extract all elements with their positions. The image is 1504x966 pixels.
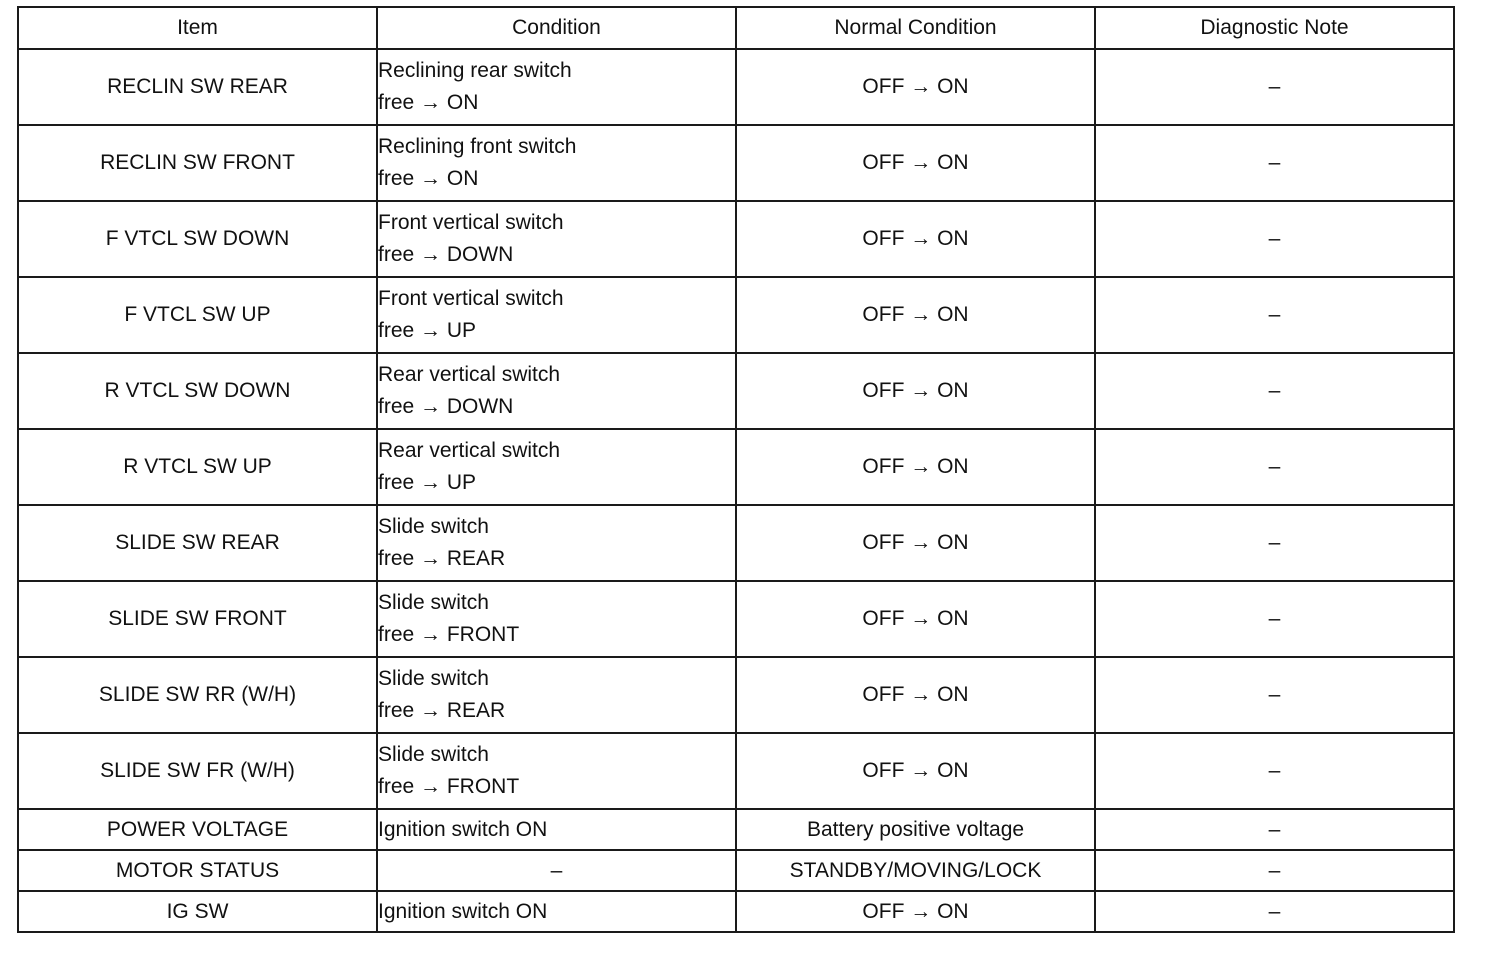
table-row [18, 581, 1454, 657]
condition-line: Reclining front switch [378, 135, 577, 158]
header-condition: Condition [377, 7, 736, 49]
condition-cell [377, 581, 736, 657]
diagnostic-note-cell: – [1095, 49, 1454, 125]
normal-condition-cell: OFF → ON [736, 277, 1095, 353]
condition-line: free → REAR [378, 699, 506, 722]
normal-condition-cell: OFF → ON [736, 353, 1095, 429]
normal-condition-cell: OFF → ON [736, 505, 1095, 581]
item-cell: SLIDE SW FRONT [18, 581, 377, 657]
diagnostic-note-cell: – [1095, 125, 1454, 201]
condition-cell: – [377, 850, 736, 891]
table-row [18, 657, 1454, 733]
item-cell: MOTOR STATUS [18, 850, 377, 891]
diagnostic-note-cell: – [1095, 850, 1454, 891]
table-row [18, 505, 1454, 581]
table-row [18, 125, 1454, 201]
condition-line: free → ON [378, 91, 479, 114]
table-row [18, 49, 1454, 125]
diagnostic-note-cell: – [1095, 353, 1454, 429]
condition-line: free → ON [378, 167, 479, 190]
diagnostic-note-cell: – [1095, 809, 1454, 850]
table-row [18, 353, 1454, 429]
normal-condition-cell: OFF → ON [736, 657, 1095, 733]
diagnostic-table [17, 6, 1455, 933]
diagnostic-note-cell: – [1095, 429, 1454, 505]
condition-line: Slide switch [378, 667, 489, 690]
normal-condition-cell: OFF → ON [736, 49, 1095, 125]
normal-condition-cell: OFF → ON [736, 125, 1095, 201]
table-row [18, 201, 1454, 277]
diagnostic-note-cell: – [1095, 581, 1454, 657]
table-row [18, 891, 1454, 932]
condition-cell [377, 201, 736, 277]
condition-cell [377, 733, 736, 809]
diagnostic-note-cell: – [1095, 891, 1454, 932]
condition-line: free → UP [378, 319, 477, 342]
item-cell: SLIDE SW RR (W/H) [18, 657, 377, 733]
header-diagnostic-note: Diagnostic Note [1095, 7, 1454, 49]
condition-line: free → DOWN [378, 243, 514, 266]
item-cell: RECLIN SW FRONT [18, 125, 377, 201]
condition-line: Rear vertical switch [378, 363, 561, 386]
item-cell: SLIDE SW REAR [18, 505, 377, 581]
condition-cell: Ignition switch ON [377, 809, 736, 850]
condition-cell [377, 125, 736, 201]
table-row [18, 429, 1454, 505]
diagnostic-note-cell: – [1095, 277, 1454, 353]
table-row [18, 850, 1454, 891]
item-cell: R VTCL SW DOWN [18, 353, 377, 429]
table-row [18, 809, 1454, 850]
normal-condition-cell: OFF → ON [736, 581, 1095, 657]
condition-cell: Ignition switch ON [377, 891, 736, 932]
condition-line: Reclining rear switch [378, 59, 572, 82]
normal-condition-cell: OFF → ON [736, 201, 1095, 277]
normal-condition-cell: Battery positive voltage [736, 809, 1095, 850]
condition-line: Slide switch [378, 743, 489, 766]
diagnostic-note-cell: – [1095, 657, 1454, 733]
condition-cell [377, 429, 736, 505]
condition-line: Slide switch [378, 591, 489, 614]
normal-condition-cell: OFF → ON [736, 891, 1095, 932]
condition-line: free → FRONT [378, 623, 520, 646]
item-cell: POWER VOLTAGE [18, 809, 377, 850]
condition-line: free → UP [378, 471, 477, 494]
condition-line: Rear vertical switch [378, 439, 561, 462]
condition-cell [377, 49, 736, 125]
table-header-row [18, 7, 1454, 49]
diagnostic-note-cell: – [1095, 733, 1454, 809]
item-cell: F VTCL SW DOWN [18, 201, 377, 277]
condition-line: free → DOWN [378, 395, 514, 418]
item-cell: IG SW [18, 891, 377, 932]
condition-line: Slide switch [378, 515, 489, 538]
item-cell: RECLIN SW REAR [18, 49, 377, 125]
condition-cell [377, 353, 736, 429]
diagnostic-note-cell: – [1095, 201, 1454, 277]
table-row [18, 733, 1454, 809]
normal-condition-cell: STANDBY/MOVING/LOCK [736, 850, 1095, 891]
header-normal-condition: Normal Condition [736, 7, 1095, 49]
condition-cell [377, 505, 736, 581]
normal-condition-cell: OFF → ON [736, 429, 1095, 505]
item-cell: F VTCL SW UP [18, 277, 377, 353]
item-cell: R VTCL SW UP [18, 429, 377, 505]
condition-line: free → FRONT [378, 775, 520, 798]
item-cell: SLIDE SW FR (W/H) [18, 733, 377, 809]
header-item: Item [18, 7, 377, 49]
condition-line: Front vertical switch [378, 211, 564, 234]
normal-condition-cell: OFF → ON [736, 733, 1095, 809]
condition-line: Front vertical switch [378, 287, 564, 310]
diagnostic-note-cell: – [1095, 505, 1454, 581]
condition-line: free → REAR [378, 547, 506, 570]
table-row [18, 277, 1454, 353]
condition-cell [377, 657, 736, 733]
condition-cell [377, 277, 736, 353]
